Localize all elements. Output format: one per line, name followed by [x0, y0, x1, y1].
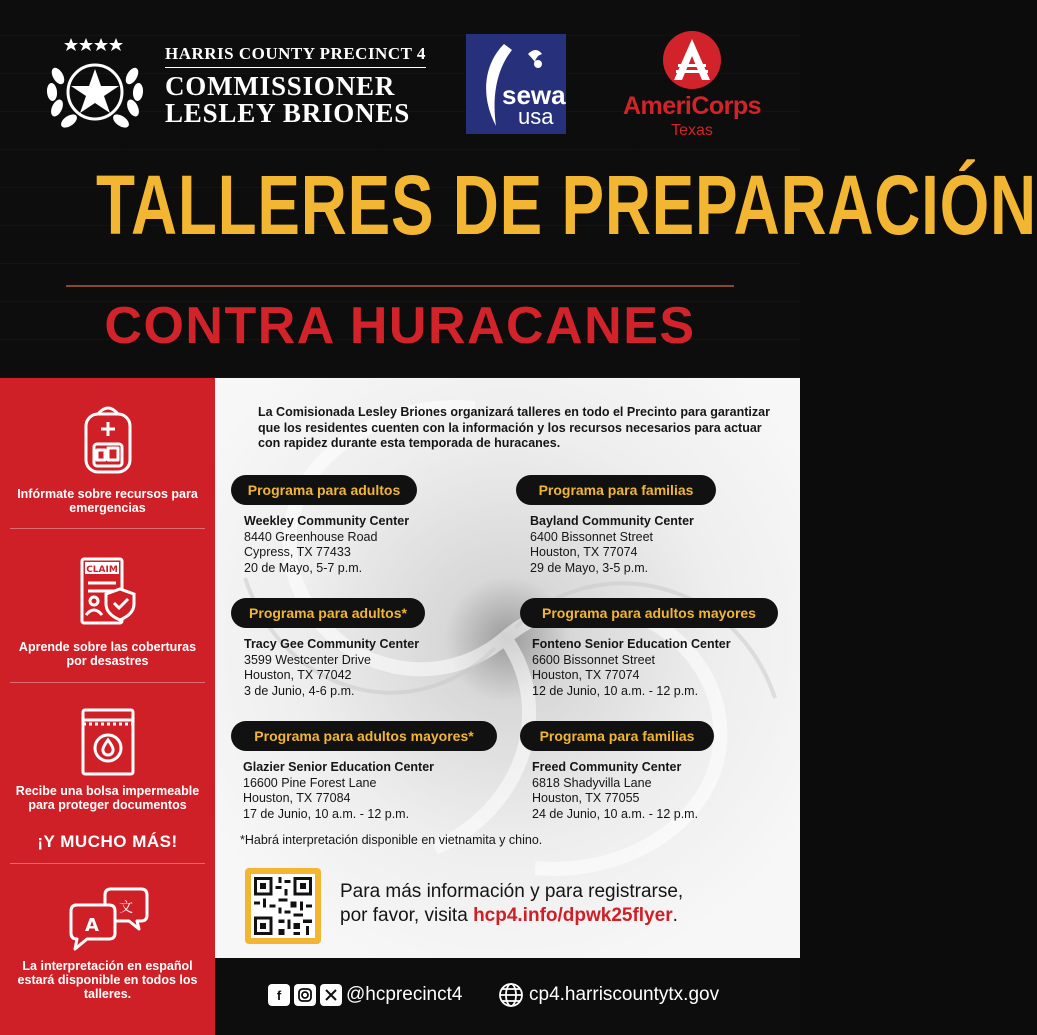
sidebar-divider: [10, 863, 205, 864]
sewa-logo: [466, 34, 566, 134]
venue-address: 6818 Shadyvilla Lane: [532, 775, 652, 790]
facebook-icon[interactable]: f: [268, 984, 290, 1006]
venue-glazier: [243, 760, 434, 822]
sewa-name: sewa: [502, 80, 566, 110]
venue-name: Weekley Community Center: [244, 514, 410, 528]
page-subtitle: CONTRA HURACANES: [104, 297, 696, 355]
more-label: ¡Y MUCHO MÁS!: [37, 832, 178, 851]
commissioner-line: COMMISSIONER: [165, 71, 396, 101]
svg-text:A: A: [84, 915, 99, 936]
globe-icon: [498, 982, 524, 1008]
venue-name: Fonteno Senior Education Center: [532, 637, 731, 651]
cta-suffix: .: [672, 905, 678, 926]
precinct-line: HARRIS COUNTY PRECINCT 4: [165, 44, 426, 68]
americorps-state: Texas: [671, 122, 713, 139]
cta-line2: [340, 904, 683, 928]
svg-text:文: 文: [118, 900, 133, 916]
program-badge: Programa para adultos: [231, 475, 417, 505]
venue-weekley: [244, 514, 409, 576]
waterproof-bag-icon: [0, 704, 215, 780]
side-text-interpretation: La interpretación en español estará disponible en todos los talleres.: [17, 959, 198, 1001]
venue-address: 6400 Bissonnet Street: [530, 529, 653, 544]
side-text-coverage: Aprende sobre las coberturas por desastres: [18, 640, 197, 668]
precinct-wordmark: [165, 44, 426, 127]
venue-tracy-gee: [244, 637, 419, 699]
county-seal-icon: [36, 30, 154, 134]
registration-link[interactable]: hcp4.info/dpwk25flyer: [473, 905, 673, 926]
claim-label: CLAIM: [85, 565, 118, 575]
program-badge: Programa para familias: [516, 475, 716, 505]
instagram-icon[interactable]: [294, 984, 316, 1006]
americorps-a-icon: [662, 30, 722, 90]
x-icon[interactable]: [320, 984, 342, 1006]
americorps-logo: [612, 30, 772, 140]
sidebar-divider: [10, 528, 205, 529]
venue-fonteno: [532, 637, 731, 699]
qr-code-icon: [251, 874, 315, 938]
venue-address: 16600 Pine Forest Lane: [243, 775, 377, 790]
backpack-icon: [0, 400, 215, 480]
registration-cta: [340, 880, 683, 928]
venue-name: Freed Community Center: [532, 760, 682, 774]
program-badge: Programa para adultos*: [231, 598, 425, 628]
header: [0, 0, 1037, 378]
program-badge: Programa para familias: [520, 721, 714, 751]
intro-paragraph: La Comisionada Lesley Briones organizará talleres en todo el Precinto para garantizar que los residentes cuenten con la información y los recursos necesarios para actuar con rapidez durante esta temporada de huracanes.: [258, 405, 770, 450]
venue-date: 17 de Junio, 10 a.m. - 12 p.m.: [243, 806, 410, 821]
venue-date: 24 de Junio, 10 a.m. - 12 p.m.: [532, 806, 699, 821]
interpretation-footnote: *Habrá interpretación disponible en vietnamita y chino.: [240, 833, 543, 847]
sewa-country: usa: [518, 104, 554, 129]
footer: [215, 958, 800, 1035]
program-badge: Programa para adultos mayores: [520, 598, 778, 628]
venue-city: Houston, TX 77042: [244, 668, 352, 682]
venue-address: 6600 Bissonnet Street: [532, 652, 655, 667]
benefits-sidebar: [0, 378, 215, 1035]
venue-name: Glazier Senior Education Center: [243, 760, 435, 774]
venue-address: 3599 Westcenter Drive: [244, 652, 371, 667]
claim-shield-icon: [0, 553, 215, 633]
program-badge: Programa para adultos mayores*: [231, 721, 497, 751]
venue-name: Tracy Gee Community Center: [244, 637, 420, 651]
venue-name: Bayland Community Center: [530, 514, 694, 528]
venue-city: Houston, TX 77084: [243, 791, 351, 805]
venue-city: Houston, TX 77055: [532, 791, 640, 805]
americorps-name: AmeriCorps: [622, 92, 762, 120]
workshop-schedule: [215, 378, 800, 958]
venue-bayland: [530, 514, 694, 576]
social-icons: [268, 984, 342, 1006]
venue-city: Cypress, TX 77433: [244, 545, 351, 559]
side-text-bag: Recibe una bolsa impermeable para proteger documentos: [15, 784, 200, 812]
venue-city: Houston, TX 77074: [532, 668, 640, 682]
page-title: TALLERES DE PREPARACIÓN: [96, 158, 1037, 252]
commissioner-name: LESLEY BRIONES: [165, 98, 411, 128]
sidebar-divider: [10, 682, 205, 683]
social-handle[interactable]: @hcprecinct4: [346, 984, 463, 1005]
venue-city: Houston, TX 77074: [530, 545, 638, 559]
qr-code[interactable]: [245, 868, 321, 944]
venue-date: 29 de Mayo, 3-5 p.m.: [530, 560, 649, 575]
venue-date: 3 de Junio, 4-6 p.m.: [244, 683, 355, 698]
side-text-resources: Infórmate sobre recursos para emergencias: [17, 487, 198, 515]
cta-prefix: por favor, visita: [340, 905, 474, 926]
venue-freed: [532, 760, 698, 822]
venue-address: 8440 Greenhouse Road: [244, 529, 378, 544]
venue-date: 20 de Mayo, 5-7 p.m.: [244, 560, 363, 575]
website-link[interactable]: cp4.harriscountytx.gov: [529, 984, 720, 1005]
venue-date: 12 de Junio, 10 a.m. - 12 p.m.: [532, 683, 699, 698]
translation-icon: [0, 883, 215, 953]
title-divider: [66, 285, 734, 287]
cta-line1: Para más información y para registrarse,: [340, 881, 684, 902]
